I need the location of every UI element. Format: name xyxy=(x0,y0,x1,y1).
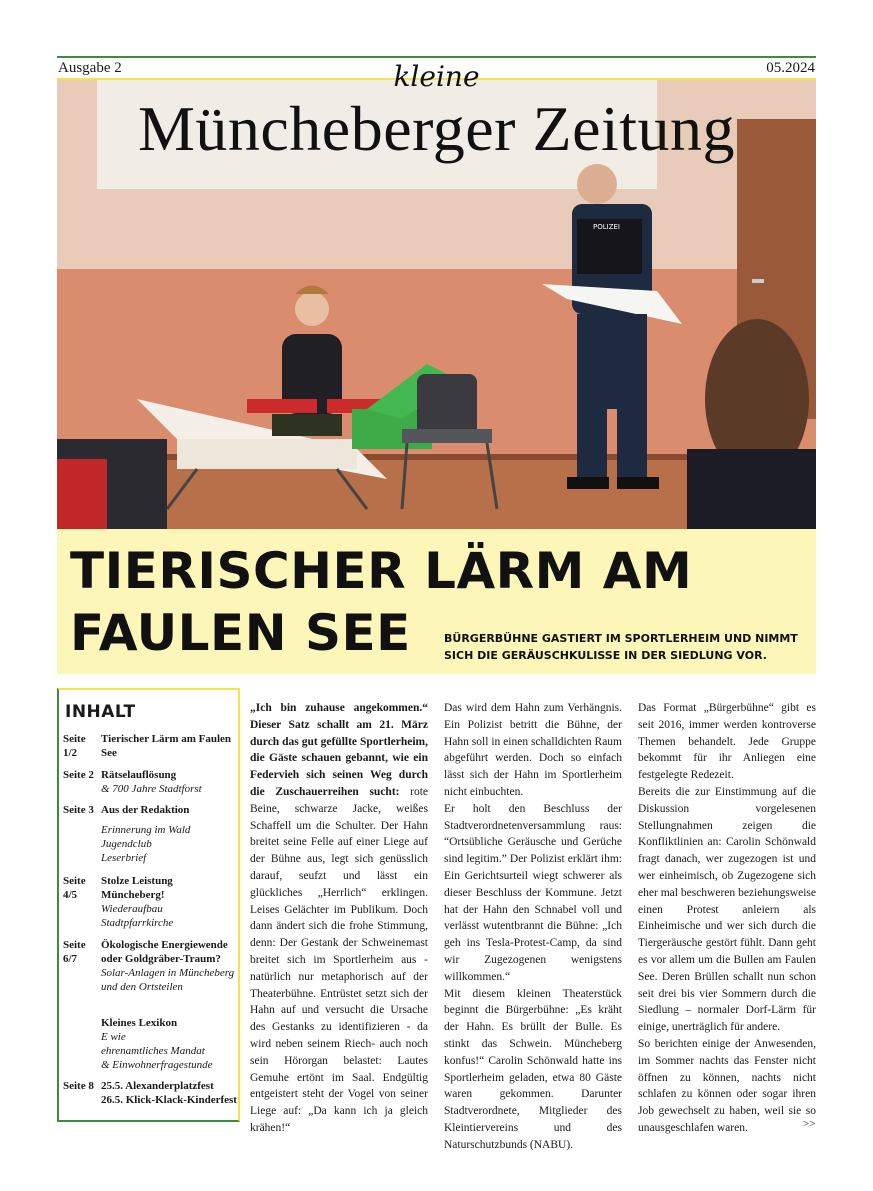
article-column-2 xyxy=(444,700,622,1154)
toc-entry-title: Tierischer Lärm am Faulen See xyxy=(101,733,232,759)
issue-date: 05.2024 xyxy=(766,60,815,76)
article-paragraph: Bereits die zur Einstimmung auf die Diskussion vorgelesenen Stellungnahmen zeigen die Konfliktlinien an: Carolin Schönwald fragt danach, wer zugezogen ist und wer einheimisch, ob Zugezogene sich eher mal beschweren beziehungsweise einen Protest anleiern als Einheimische und wer sich durch die Tiergeräusche gestört fühlt. Dann geht es vor allem um die Bullen am Faulen See. Deren Brüllen schallt nun schon seit drei bis vier Sommern durch die Siedlung – normaler Dorf-Lärm für einige, unerträglich für andere. xyxy=(638,785,816,1034)
toc-entry-title: Stolze Leistung Müncheberg! xyxy=(101,875,173,901)
toc-page-number: Seite 6/7 xyxy=(63,939,86,965)
top-rule xyxy=(57,56,816,58)
toc-entry-title: Kleines Lexikon xyxy=(101,1017,178,1029)
article-column-3 xyxy=(638,700,816,1137)
police-patch: POLIZEI xyxy=(593,223,620,231)
article-intro: „Ich bin zuhause angekommen.“ Dieser Satz schallt am 21. März durch das gut gefüllte Sportlerheim, die Gäste schauen gebannt, wie ein Federvieh sich seinen Weg durch die Zuschauerreihen sucht: xyxy=(250,702,428,798)
article-paragraph: So berichten einige der Anwesenden, im Sommer nachts das Fenster nicht öffnen zu können, nachts nicht schlafen zu können oder sogar ihren Job gewechselt zu haben, weil sie so unausgeschlafen waren. xyxy=(638,1037,816,1134)
article-paragraph: rote Beine, schwarze Jacke, weißes Schaffell um die Schulter. Der Hahn breitet seine Felle auf einer Liege auf der Bühne aus, legt sich genüsslich darauf, seufzt und lässt ein glückliches „Herrlich“ erklingen. Leises Gelächter im Publikum. Doch dann ändert sich die frohe Stimmung, denn: Der Gestank der Schweinemast breitet sich im Sportlerheim aus - natürlich nur metaphorisch auf der Theaterbühne. Entrüstet setzt sich der Hahn auf und versucht die Ursache des Gestanks zu identifizieren - da wird neben seinem Riech- auch noch sein Hörorgan belastet: Lautes Gemuhe ertönt im Saal. Endgültig entgeistert steht der Vogel von seiner Liege auf: „Da kann ich ja gleich krähen!“ xyxy=(250,785,429,1134)
toc-entry-title: Ökologische Energiewende oder Goldgräber-Traum? xyxy=(101,939,228,965)
issue-number: Ausgabe 2 xyxy=(58,60,122,76)
article-column-1 xyxy=(250,700,428,1137)
table-of-contents xyxy=(57,688,240,1122)
toc-page-number: Seite 8 xyxy=(63,1080,94,1092)
lead-subhead: BÜRGERBÜHNE GASTIERT IM SPORTLERHEIM UND NIMMT SICH DIE GERÄUSCHKULISSE IN DER SIEDLUNG VOR. xyxy=(444,632,798,662)
toc-entry-subtitle: Wiederaufbau Stadtpfarrkirche xyxy=(101,903,174,929)
masthead-kicker: kleine xyxy=(393,60,480,93)
headline-line-1: TIERISCHER LÄRM AM xyxy=(70,542,693,600)
toc-entry-title: 25.5. Alexanderplatzfest 26.5. Klick-Klack-Kinderfest xyxy=(101,1080,237,1106)
toc-entry-title: Rätselauflösung xyxy=(101,769,177,781)
article-paragraph: Mit diesem kleinen Theaterstück beginnt die Bürgerbühne: „Es kräht der Hahn. Es brüllt der Bulle. Es stinkt das Schwein. Müncheberg konfus!“ Carolin Schönwald hatte ins Sportlerheim geladen, etwa 80 Gäste waren gekommen. Darunter Stadtverordnete, Mitglieder des Kleintiervereins und des Naturschutzbunds (NABU). xyxy=(444,987,622,1151)
toc-page-number: Seite 3 xyxy=(63,804,94,816)
toc-entry-subtitle: E wie ehrenamtliches Mandat & Einwohnerfragestunde xyxy=(101,1031,213,1071)
toc-entry-subtitle: Erinnerung im Wald Jugendclub Leserbrief xyxy=(101,824,191,864)
toc-entry-subtitle: & 700 Jahre Stadtforst xyxy=(101,783,202,795)
toc-title: INHALT xyxy=(65,702,136,722)
toc-entry-title: Aus der Redaktion xyxy=(101,804,190,816)
article-paragraph: Das wird dem Hahn zum Verhängnis. Ein Polizist betritt die Bühne, der Hahn soll in einen schalldichten Raum abgeführt werden. Doch so einfach lässt sich der Hahn im Sportlerheim nicht einbuchten. xyxy=(444,702,622,798)
masthead-title: Müncheberger Zeitung xyxy=(137,93,736,164)
article-paragraph: Das Format „Bürgerbühne“ gibt es seit 2016, immer werden kontroverse Themen behandelt. Jede Gruppe bekommt für ihr Anliegen eine festgelegte Redezeit. xyxy=(638,702,816,782)
toc-page-number: Seite 1/2 xyxy=(63,733,86,759)
toc-page-number: Seite 2 xyxy=(63,769,94,781)
headline-line-2: FAULEN SEE xyxy=(70,604,411,662)
toc-page-number: Seite 4/5 xyxy=(63,875,86,901)
article-paragraph: Er holt den Beschluss der Stadtverordnetenversammlung raus: “Ortsübliche Geräusche und Gerüche sind legitim.” Der Polizist erklärt ihm: Ein Gerichtsurteil wiegt schwerer als dieser Beschluss der Kommune. Jetzt hat der Hahn den Schnabel voll und verlässt wutentbrannt die Bühne: „Ich geh ins Tesla-Protest-Camp, da sind wir Zugezogenen wenigstens willkommen.“ xyxy=(444,802,622,983)
continue-arrow[interactable]: >> xyxy=(803,1118,816,1130)
toc-entry-subtitle: Solar-Anlagen in Müncheberg und den Ortsteilen xyxy=(101,967,235,993)
